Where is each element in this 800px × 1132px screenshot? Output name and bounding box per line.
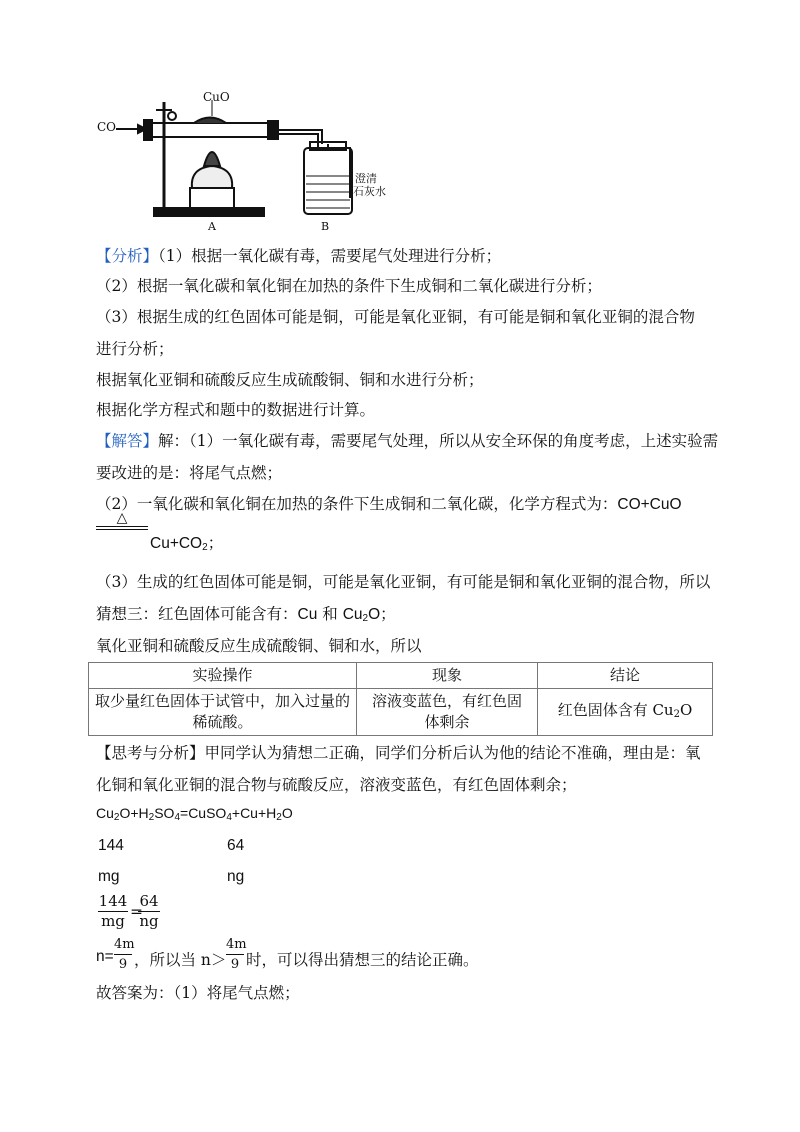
analysis-line-3b: 进行分析； — [96, 340, 174, 358]
n-condition-text: ，所以当 n＞ — [134, 951, 227, 969]
thinking-line-1a: 【思考与分析】甲同学认为猜想二正确，同学们分析后认为他的结论不准确，理由是：氧 — [96, 744, 701, 762]
analysis-text-1: （1）根据一氧化碳有毒，需要尾气处理进行分析； — [158, 247, 502, 265]
n-label: n= — [96, 948, 114, 965]
cell-conclusion: 红色固体含有 $Cu_2O$ — [538, 689, 713, 736]
formula-cu2o: $Cu_2O$ — [342, 606, 381, 624]
ratio-right: 64 ng — [139, 892, 159, 930]
figure-label-limewater-1: 澄清 — [355, 172, 377, 185]
formula-cu-co2: Cu+CO — [150, 535, 203, 552]
solution-text-1a: 解：（1）一氧化碳有毒，需要尾气处理，所以从安全环保的角度考虑，上述实验需 — [158, 432, 719, 450]
formula-cu: Cu — [297, 606, 318, 623]
analysis-line-2: （2）根据一氧化碳和氧化铜在加热的条件下生成铜和二氧化碳进行分析； — [96, 277, 602, 295]
figure-label-limewater-2: 石灰水 — [353, 185, 386, 198]
end-mark: ； — [207, 535, 224, 552]
fraction-4m-9-second: 4m 9 — [226, 937, 247, 972]
experiment-table — [88, 662, 713, 736]
solution-line-1b: 要改进的是：将尾气点燃； — [96, 464, 283, 482]
and-text: 和 — [317, 605, 343, 623]
table-row — [89, 689, 713, 736]
analysis-line-1 — [96, 244, 501, 266]
molar-mass-cu2o: 144 — [98, 837, 124, 854]
chemical-equation: $Cu_2O+H_2SO_4=CuSO_4+Cu+H_2O$ — [96, 805, 293, 823]
fraction-4m-9: 4m 9 — [114, 937, 135, 972]
figure-label-cuo: CuO — [203, 90, 230, 104]
solution-line-3a: （3）生成的红色固体可能是铜，可能是氧化亚铜，有可能是铜和氧化亚铜的混合物，所以 — [96, 573, 711, 591]
analysis-line-4: 根据氧化亚铜和硫酸反应生成硫酸铜、铜和水进行分析； — [96, 371, 484, 389]
solution-line-4: 氧化亚铜和硫酸反应生成硫酸铜、铜和水，所以 — [96, 637, 422, 655]
mass-m: mg — [98, 868, 120, 885]
solution-line-3b — [96, 602, 396, 624]
solution-line-1a — [96, 429, 718, 451]
header-phenomenon: 现象 — [357, 663, 538, 689]
conclusion-text: 时，可以得出猜想三的结论正确。 — [246, 951, 479, 969]
formula-co-cuo: CO+CuO — [617, 496, 682, 513]
end-mark: ； — [380, 605, 396, 623]
sub-2: 2 — [202, 542, 208, 553]
analysis-line-3a: （3）根据生成的红色固体可能是铜，可能是氧化亚铜，有可能是铜和氧化亚铜的混合物 — [96, 308, 695, 326]
reaction-condition — [96, 510, 148, 530]
figure-label-a: A — [208, 220, 216, 233]
solution-line-2a — [96, 492, 682, 514]
solution-text-2a: （2）一氧化碳和氧化铜在加热的条件下生成铜和二氧化碳，化学方程式为： — [96, 495, 618, 513]
apparatus-figure — [92, 88, 392, 236]
header-operation: 实验操作 — [89, 663, 357, 689]
table-header-row — [89, 663, 713, 689]
guess-three-text: 猜想三：红色固体可能含有： — [96, 605, 298, 623]
heat-symbol: △ — [116, 510, 128, 526]
mass-n: ng — [227, 868, 245, 885]
analysis-tag: 【分析】 — [96, 247, 159, 265]
ratio-left: 144 mg — [98, 892, 128, 930]
ratio-equals: = — [130, 903, 143, 921]
double-line — [96, 526, 148, 530]
header-conclusion: 结论 — [538, 663, 713, 689]
figure-label-co: CO — [97, 120, 117, 134]
analysis-line-5: 根据化学方程式和题中的数据进行计算。 — [96, 401, 376, 419]
solution-line-2b — [150, 531, 223, 553]
cell-phenomenon: 溶液变蓝色，有红色固 体剩余 — [357, 689, 538, 736]
solution-tag: 【解答】 — [96, 432, 159, 450]
molar-mass-cu: 64 — [227, 837, 245, 854]
cell-operation: 取少量红色固体于试管中，加入过量的 稀硫酸。 — [89, 689, 357, 736]
answer-line: 故答案为：（1）将尾气点燃； — [96, 984, 300, 1002]
thinking-line-1b: 化铜和氧化亚铜的混合物与硫酸反应，溶液变蓝色，有红色固体剩余； — [96, 776, 577, 794]
figure-label-b: B — [321, 220, 330, 233]
